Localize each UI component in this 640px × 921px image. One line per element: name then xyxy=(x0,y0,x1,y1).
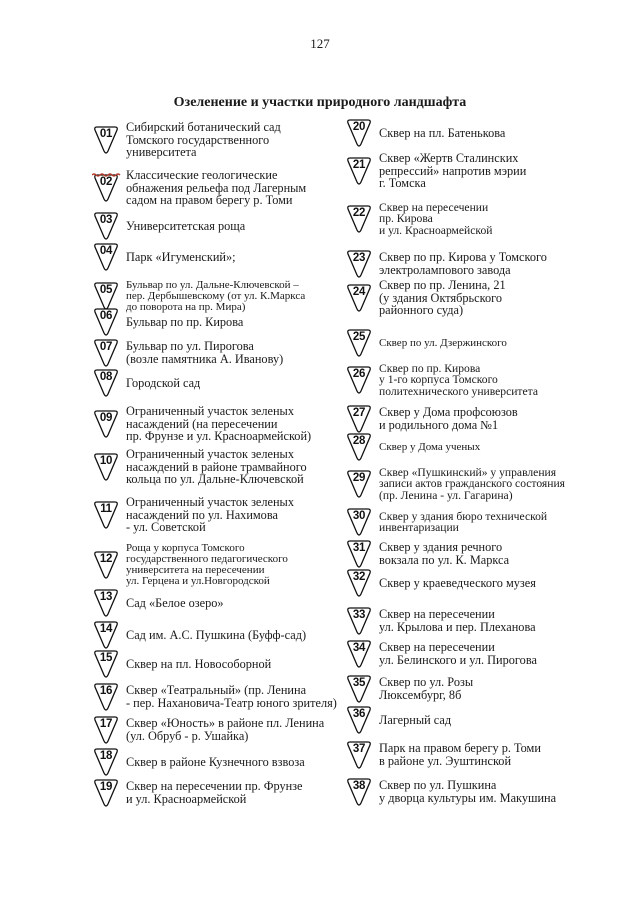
list-item xyxy=(345,248,585,280)
item-label: Сквер на пл. Новособорной xyxy=(126,656,272,671)
list-item xyxy=(92,495,354,535)
list-item xyxy=(345,673,585,705)
item-label: Лагерный сад xyxy=(379,712,452,727)
item-label: Сквер на пересечении пр. Кирова и ул. Красноармейской xyxy=(379,200,493,237)
badge-number: 04 xyxy=(99,245,113,257)
number-badge xyxy=(345,539,373,569)
badge-number: 06 xyxy=(99,310,113,322)
item-label: Сквер «Юность» в районе пл. Ленина (ул. Обруб - р. Ушайка) xyxy=(126,716,325,743)
list-item xyxy=(345,117,585,149)
badge-number: 03 xyxy=(99,214,113,226)
badge-number: 32 xyxy=(352,571,366,583)
number-badge xyxy=(92,778,120,808)
list-item xyxy=(345,538,585,570)
list-item xyxy=(345,327,585,359)
badge-number: 36 xyxy=(352,708,366,720)
number-badge xyxy=(92,307,120,337)
number-badge xyxy=(345,118,373,148)
badge-number: 13 xyxy=(99,591,113,603)
badge-number: 26 xyxy=(352,368,366,380)
item-label: Городской сад xyxy=(126,375,201,390)
number-badge xyxy=(345,705,373,735)
number-badge xyxy=(345,249,373,279)
list-item xyxy=(92,404,354,444)
page-number: 127 xyxy=(310,36,330,51)
item-label: Классические геологические обнажения рельефа под Лагерным садом на правом берегу р. Томи xyxy=(126,168,307,208)
badge-number: 28 xyxy=(352,435,366,447)
list-item xyxy=(92,367,354,399)
badge-number: 19 xyxy=(99,781,113,793)
item-label: Бульвар по ул. Дальне-Ключевской – пер. Дербышевскому (от ул. К.Маркса до поворота на пр. Мира) xyxy=(126,278,306,313)
list-item xyxy=(345,638,585,670)
badge-number: 08 xyxy=(99,371,113,383)
item-label: Парк на правом берегу р. Томи в районе ул. Эуштинской xyxy=(379,741,541,768)
list-item xyxy=(345,605,585,637)
number-badge xyxy=(345,365,373,395)
number-badge xyxy=(92,682,120,712)
item-label: Ограниченный участок зеленых насаждений (на пересечении пр. Фрунзе и ул. Красноармейской) xyxy=(126,404,312,444)
badge-number: 12 xyxy=(99,553,113,565)
number-badge xyxy=(345,568,373,598)
list-item xyxy=(345,361,585,398)
number-badge xyxy=(92,125,120,155)
list-item xyxy=(92,447,354,487)
list-item xyxy=(345,567,585,599)
item-label: Сквер «Жертв Сталинских репрессий» напротив мэрии г. Томска xyxy=(379,151,527,191)
item-label: Сад «Белое озеро» xyxy=(126,595,224,610)
list-item xyxy=(345,151,585,191)
list-item xyxy=(92,648,354,680)
list-item xyxy=(92,337,354,369)
list-item xyxy=(92,542,354,587)
list-item xyxy=(92,587,354,619)
badge-number: 24 xyxy=(352,286,366,298)
number-badge xyxy=(92,242,120,272)
number-badge xyxy=(345,328,373,358)
list-item xyxy=(345,776,585,808)
list-item xyxy=(92,681,354,713)
number-badge xyxy=(345,283,373,313)
badge-number: 33 xyxy=(352,609,366,621)
list-item xyxy=(92,241,354,273)
squiggle-mark xyxy=(92,173,122,177)
list-item xyxy=(345,278,585,318)
item-label: Ограниченный участок зеленых насаждений в районе трамвайного кольца по ул. Дальне-Ключевской xyxy=(126,447,307,487)
badge-number: 07 xyxy=(99,341,113,353)
badge-number: 35 xyxy=(352,677,366,689)
badge-number: 17 xyxy=(99,718,113,730)
number-badge xyxy=(92,368,120,398)
list-item xyxy=(345,200,585,237)
item-label: Сквер на пересечении пр. Фрунзе и ул. Красноармейской xyxy=(126,779,303,806)
badge-number: 14 xyxy=(99,623,113,635)
number-badge xyxy=(92,338,120,368)
item-label: Сквер по ул. Пушкина у дворца культуры им. Макушина xyxy=(379,778,557,805)
badge-number: 21 xyxy=(352,159,366,171)
number-badge xyxy=(345,606,373,636)
number-badge xyxy=(92,211,120,241)
badge-number: 05 xyxy=(99,284,113,296)
badge-number: 20 xyxy=(352,121,366,133)
item-label: Сибирский ботанический сад Томского государственного университета xyxy=(126,120,281,160)
item-label: Сад им. А.С. Пушкина (Буфф-сад) xyxy=(126,627,307,642)
badge-number: 22 xyxy=(352,207,366,219)
number-badge xyxy=(345,404,373,434)
item-label: Сквер «Пушкинский» у управления записи актов гражданского состояния (пр. Ленина - ул. Гагарина) xyxy=(379,465,565,502)
item-label: Сквер у Дома ученых xyxy=(379,440,481,453)
item-label: Сквер у здания речного вокзала по ул. К. Маркса xyxy=(379,540,510,567)
list-item xyxy=(92,168,354,208)
page-title: Озеленение и участки природного ландшафта xyxy=(173,95,467,110)
badge-number: 16 xyxy=(99,685,113,697)
number-badge xyxy=(92,452,120,482)
number-badge xyxy=(345,639,373,669)
item-label: Сквер на пересечении ул. Крылова и пер. Плеханова xyxy=(379,607,536,634)
item-label: Университетская роща xyxy=(126,218,246,233)
list-item xyxy=(345,739,585,771)
number-badge xyxy=(92,715,120,745)
list-item xyxy=(345,704,585,736)
number-badge xyxy=(345,740,373,770)
number-badge xyxy=(345,674,373,704)
number-badge xyxy=(92,409,120,439)
list-item xyxy=(92,777,354,809)
item-label: Сквер на пл. Батенькова xyxy=(379,125,506,140)
list-item xyxy=(345,431,585,463)
number-badge xyxy=(92,173,120,203)
badge-number: 25 xyxy=(352,331,366,343)
badge-number: 18 xyxy=(99,750,113,762)
list-item xyxy=(92,714,354,746)
list-item xyxy=(92,746,354,778)
badge-number: 11 xyxy=(100,503,112,515)
number-badge xyxy=(345,432,373,462)
number-badge xyxy=(92,588,120,618)
list-item xyxy=(345,506,585,538)
item-label: Ограниченный участок зеленых насаждений по ул. Нахимова - ул. Советской xyxy=(126,495,294,535)
item-label: Сквер «Театральный» (пр. Ленина - пер. Нахановича-Театр юного зрителя) xyxy=(126,683,337,710)
item-label: Бульвар по пр. Кирова xyxy=(126,314,244,329)
item-label: Бульвар по ул. Пирогова (возле памятника А. Иванову) xyxy=(126,339,284,366)
badge-number: 34 xyxy=(352,642,366,654)
item-label: Сквер в районе Кузнечного взвоза xyxy=(126,754,305,769)
item-label: Парк «Игуменский»; xyxy=(126,249,236,264)
item-label: Сквер у краеведческого музея xyxy=(379,575,536,590)
badge-number: 31 xyxy=(352,542,366,554)
item-label: Сквер у здания бюро технической инвентаризации xyxy=(379,509,548,534)
number-badge xyxy=(92,620,120,650)
list-item xyxy=(92,306,354,338)
badge-number: 37 xyxy=(352,743,366,755)
list-item xyxy=(92,619,354,651)
badge-number: 29 xyxy=(352,472,366,484)
item-label: Сквер по пр. Ленина, 21 (у здания Октябрьского районного суда) xyxy=(379,278,506,318)
item-label: Сквер у Дома профсоюзов и родильного дома №1 xyxy=(379,405,518,432)
item-label: Роща у корпуса Томского государственного педагогического университета на пересечении ул. Герцена и ул.Новгородской xyxy=(126,542,288,587)
number-badge xyxy=(345,204,373,234)
item-label: Сквер по ул. Дзержинского xyxy=(379,336,507,349)
badge-number: 01 xyxy=(99,128,113,140)
number-badge xyxy=(345,777,373,807)
number-badge xyxy=(345,156,373,186)
badge-number: 02 xyxy=(99,176,113,188)
item-label: Сквер по ул. Розы Люксембург, 8б xyxy=(379,675,474,702)
badge-number: 15 xyxy=(99,652,113,664)
list-item xyxy=(92,120,354,160)
badge-number: 38 xyxy=(352,780,366,792)
number-badge xyxy=(345,469,373,499)
badge-number: 09 xyxy=(99,412,113,424)
badge-number: 23 xyxy=(352,252,366,264)
number-badge xyxy=(92,550,120,580)
badge-number: 27 xyxy=(352,407,366,419)
list-item xyxy=(92,210,354,242)
number-badge xyxy=(92,747,120,777)
number-badge xyxy=(345,507,373,537)
badge-number: 10 xyxy=(99,455,113,467)
list-item xyxy=(345,465,585,502)
number-badge xyxy=(92,500,120,530)
item-label: Сквер по пр. Кирова у 1-го корпуса Томского политехнического университета xyxy=(379,361,538,398)
item-label: Сквер на пересечении ул. Белинского и ул. Пирогова xyxy=(379,640,537,667)
badge-number: 30 xyxy=(352,510,366,522)
number-badge xyxy=(92,649,120,679)
item-label: Сквер по пр. Кирова у Томского электролампового завода xyxy=(379,250,547,277)
